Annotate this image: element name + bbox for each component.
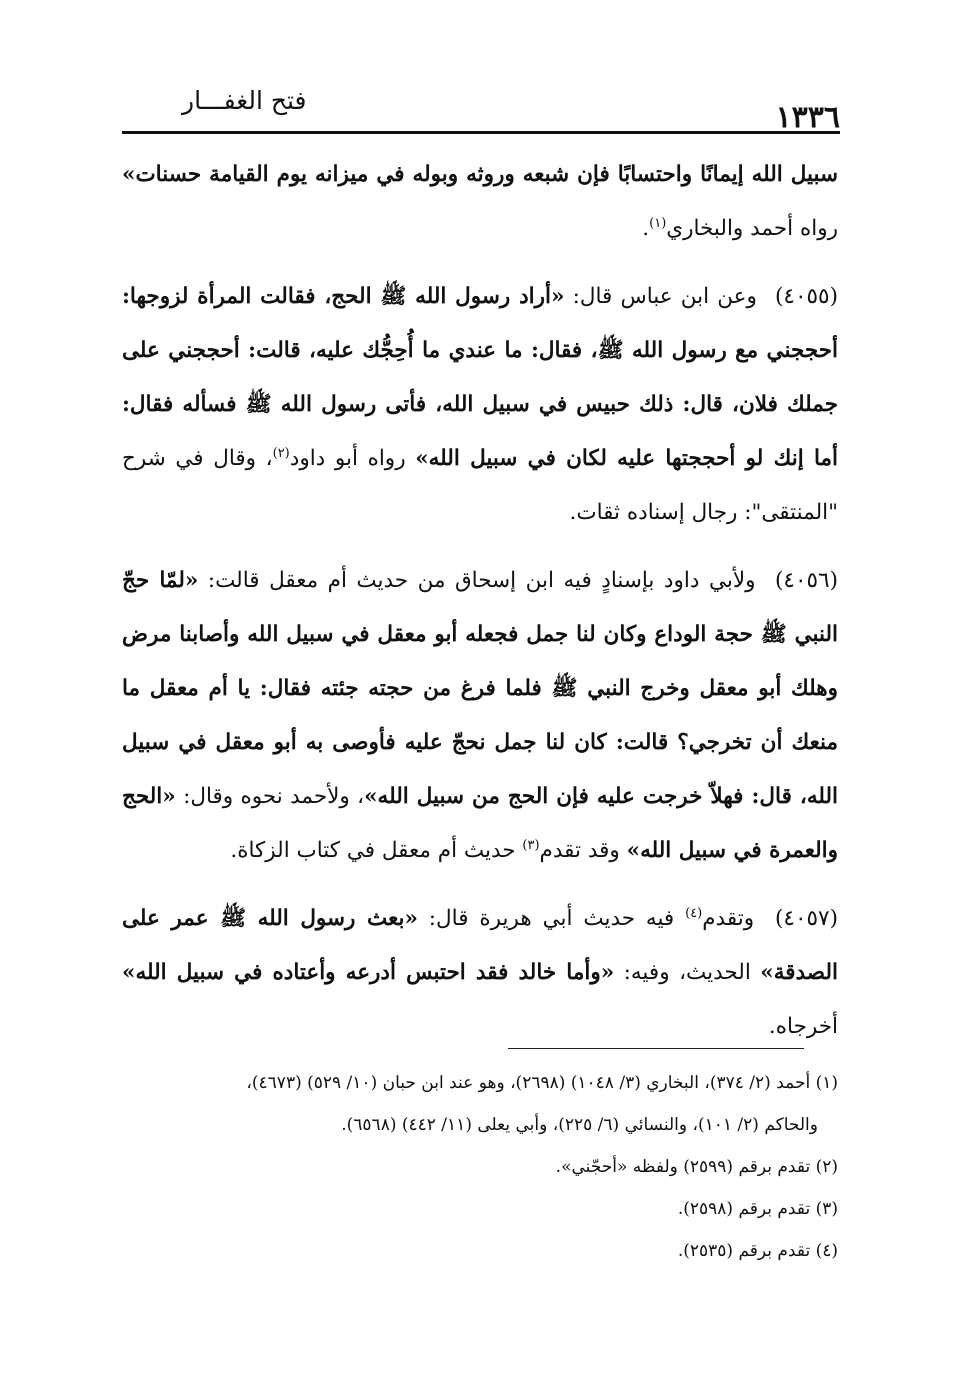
hadith-quote: سبيل الله إيمانًا واحتسابًا فإن شبعه وروثه وبوله في ميزانه يوم القيامة حسنات»	[122, 162, 838, 187]
footnote-2: (٢) تقدم برقم (٢٥٩٩) ولفظه «أحجّني».	[555, 1157, 838, 1177]
hadith-number: (٤٠٥٥)	[775, 284, 838, 309]
footnote-1: (١) أحمد (٢/ ٣٧٤)، البخاري (٣/ ١٠٤٨) (٢٦٩٨)، وهو عند ابن حبان (١٠/ ٥٢٩) (٤٦٧٣)،	[246, 1073, 838, 1093]
hadith-number: (٤٠٥٦)	[775, 568, 838, 593]
running-header	[122, 82, 848, 135]
paragraph-continuation: سبيل الله إيمانًا واحتسابًا فإن شبعه وروثه وبوله في ميزانه يوم القيامة حسنات» رواه أحمد والبخاري$^{(١)}$.	[122, 162, 838, 241]
footnote-4: (٤) تقدم برقم (٢٥٣٥).	[677, 1241, 838, 1261]
book-title: فتح الغفـــار	[182, 86, 307, 115]
footnote-ref[interactable]: (٢)	[272, 445, 290, 461]
footnote-3: (٣) تقدم برقم (٢٥٩٨).	[677, 1199, 838, 1219]
footnotes	[122, 1062, 838, 1272]
hadith-quote: «بعث رسول الله ﷺ عمر على الصدقة»	[122, 906, 838, 985]
footnote-ref[interactable]: (١)	[649, 215, 667, 231]
header-rule	[122, 131, 840, 134]
footnote-ref[interactable]: (٤)	[685, 905, 703, 921]
hadith-number: (٤٠٥٧)	[775, 906, 838, 931]
footnote-separator	[508, 1048, 804, 1049]
footnote-1-continued: والحاكم (٢/ ١٠١)، والنسائي (٦/ ٢٢٥)، وأبي يعلى (١١/ ٤٤٢) (٦٥٦٨).	[341, 1115, 818, 1135]
hadith-quote-2: «الحج والعمرة في سبيل الله»	[122, 784, 838, 863]
paragraph-4055: (٤٠٥٥) وعن ابن عباس قال: «أراد رسول الله ﷺ الحج، فقالت المرأة لزوجها: أحججني مع رسول الله ﷺ، فقال: ما عندي ما أُحِجُّك عليه، قالت: أحججني على جملك فلان، قال: ذلك حبيس في سبيل الله، فأتى رسول الله ﷺ فسأله فقال: أما إنك لو أحججتها عليه لكان في سبيل الله» رواه أبو داود$^{(٢)}$، وقال في شرح "المنتقى": رجال إسناده ثقات.	[122, 284, 838, 525]
main-text	[122, 148, 838, 1068]
hadith-quote-2: «وأما خالد فقد احتبس أدرعه وأعتاده في سبيل الله»	[122, 960, 615, 985]
footnote-ref[interactable]: (٣)	[522, 837, 540, 853]
page-number: ١٣٣٦	[775, 100, 840, 135]
paragraph-4056: (٤٠٥٦) ولأبي داود بإسنادٍ فيه ابن إسحاق من حديث أم معقل قالت: «لمّا حجّ النبي ﷺ حجة الوداع وكان لنا جمل فجعله أبو معقل في سبيل الله وأصابنا مرض وهلك أبو معقل وخرج النبي ﷺ فلما فرغ من حجته جئته فقال: يا أم معقل ما منعك أن تخرجي؟ قالت: كان لنا جمل نحجّ عليه فأوصى به أبو معقل في سبيل الله، قال: فهلاّ خرجت عليه فإن الحج من سبيل الله»، ولأحمد نحوه وقال: «الحج والعمرة في سبيل الله» وقد تقدم$^{(٣)}$ حديث أم معقل في كتاب الزكاة.	[122, 568, 838, 863]
paragraph-4057: (٤٠٥٧) وتقدم$^{(٤)}$ فيه حديث أبي هريرة قال: «بعث رسول الله ﷺ عمر على الصدقة» الحديث، وفيه: «وأما خالد فقد احتبس أدرعه وأعتاده في سبيل الله» أخرجاه.	[122, 905, 838, 1039]
narrators: أحمد والبخاري	[666, 216, 794, 241]
hadith-quote: «لمّا حجّ النبي ﷺ حجة الوداع وكان لنا جمل فجعله أبو معقل في سبيل الله وأصابنا مرض وهلك أبو معقل وخرج النبي ﷺ فلما فرغ من حجته جئته فقال: يا أم معقل ما منعك أن تخرجي؟ قالت: كان لنا جمل نحجّ عليه فأوصى به أبو معقل في سبيل الله، قال: فهلاّ خرجت عليه فإن الحج من سبيل الله»	[122, 568, 838, 809]
hadith-quote: «أراد رسول الله ﷺ الحج، فقالت المرأة لزوجها: أحججني مع رسول الله ﷺ، فقال: ما عندي ما أُحِجُّك عليه، قالت: أحججني على جملك فلان، قال: ذلك حبيس في سبيل الله، فأتى رسول الله ﷺ فسأله فقال: أما إنك لو أحججتها عليه لكان في سبيل الله»	[122, 284, 838, 471]
